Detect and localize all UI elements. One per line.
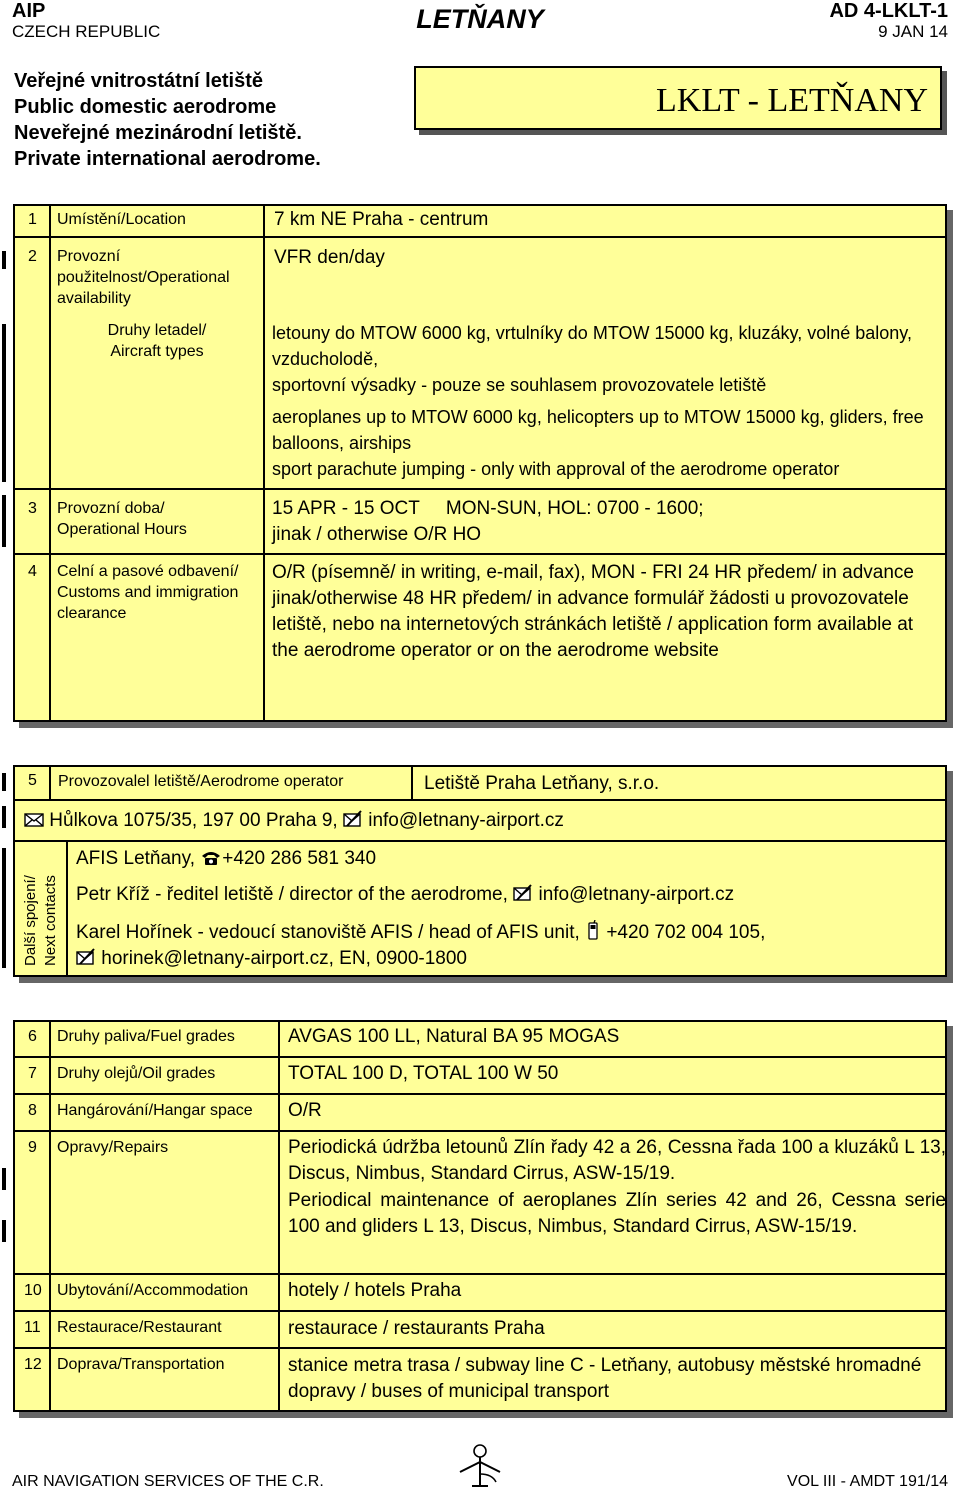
mail-envelope-icon	[24, 812, 44, 828]
divider	[49, 204, 51, 722]
divider	[13, 799, 947, 801]
customs-value: O/R (písemně/ in writing, e-mail, fax), MON - FRI 24 HR předem/ in advance jinak/otherwise 48 HR předem/ in advance formulář žádosti u provozovatele letiště, nebo na internetových stránkách letiště / application form available at the aerodrome operator or on the aerodrome website	[272, 562, 914, 661]
divider	[13, 488, 947, 490]
hangar-value: O/R	[288, 1100, 322, 1121]
aircraft-line: aeroplanes up to MTOW 6000 kg, helicopters up to MTOW 15000 kg, gliders, free balloons, airships	[272, 407, 924, 453]
aip-label: AIP	[12, 0, 46, 22]
address-text: Hůlkova 1075/35, 197 00 Praha 9,	[49, 810, 338, 831]
divider	[13, 553, 947, 555]
email-icon	[76, 948, 96, 966]
doc-id: AD 4-LKLT-1	[829, 0, 948, 22]
operator-label: Provozovalel letiště/Aerodrome operator	[58, 773, 344, 790]
aircraft-types-label: Druhy letadel/ Aircraft types	[107, 322, 207, 360]
row-number: 9	[28, 1139, 37, 1156]
footer-publisher: AIR NAVIGATION SERVICES OF THE C.R.	[12, 1473, 324, 1490]
change-bar	[2, 495, 6, 547]
mobile-phone-icon	[585, 920, 601, 940]
director-text: Petr Kříž - ředitel letiště / director of the aerodrome,	[76, 884, 508, 905]
divider	[13, 1130, 947, 1132]
divider	[49, 765, 51, 799]
row-number: 12	[24, 1356, 42, 1373]
aerodrome-title-box	[414, 66, 942, 130]
aerodrome-title: LKLT - LETŇANY	[656, 82, 928, 119]
afis-phone: +420 286 581 340	[222, 848, 377, 869]
accommodation-label: Ubytování/Accommodation	[57, 1282, 249, 1299]
change-bar	[2, 324, 6, 482]
hours-label: Provozní doba/ Operational Hours	[57, 500, 187, 538]
telephone-icon	[200, 850, 222, 866]
oil-label: Druhy olejů/Oil grades	[57, 1065, 216, 1082]
head-text: Karel Hořínek - vedoucí stanoviště AFIS / head of AFIS unit,	[76, 922, 580, 943]
hours-value-line: 15 APR - 15 OCT MON-SUN, HOL: 0700 - 1600;	[272, 498, 704, 519]
row-number: 10	[24, 1282, 42, 1299]
fuel-label: Druhy paliva/Fuel grades	[57, 1028, 235, 1045]
customs-label: Celní a pasové odbavení/ Customs and immigration clearance	[57, 563, 239, 622]
email-icon	[513, 884, 533, 902]
row-number: 2	[28, 248, 37, 265]
row-number: 5	[28, 772, 37, 789]
email-icon	[343, 810, 363, 828]
hours-value-line: jinak / otherwise O/R HO	[272, 524, 482, 545]
row-number: 7	[28, 1065, 37, 1082]
director-contact	[76, 882, 734, 908]
next-contacts-en: Next contacts	[42, 875, 59, 966]
footer-amendment: VOL III - AMDT 191/14	[787, 1473, 948, 1490]
divider	[13, 1093, 947, 1095]
availability-value: VFR den/day	[274, 247, 385, 268]
oil-value: TOTAL 100 D, TOTAL 100 W 50	[288, 1063, 559, 1084]
status-line: Veřejné vnitrostátní letiště	[14, 70, 263, 92]
divider	[13, 1347, 947, 1349]
aircraft-line: sportovní výsadky - pouze se souhlasem provozovatele letiště	[272, 375, 767, 395]
divider	[13, 1056, 947, 1058]
change-bar	[2, 1220, 6, 1242]
head-contact	[76, 920, 765, 946]
location-value: 7 km NE Praha - centrum	[274, 209, 489, 230]
director-email: info@letnany-airport.cz	[538, 884, 735, 905]
afis-label: AFIS Letňany,	[76, 848, 195, 869]
availability-label: Provozní použitelnost/Operational availability	[57, 248, 230, 307]
row-number: 11	[24, 1319, 41, 1336]
restaurant-label: Restaurace/Restaurant	[57, 1319, 222, 1336]
divider	[411, 765, 413, 799]
status-line: Private international aerodrome.	[14, 148, 321, 170]
divider	[13, 236, 947, 238]
ans-logo-icon	[458, 1442, 502, 1488]
head-phone: +420 702 004 105,	[606, 922, 766, 943]
afis-contact	[76, 846, 376, 872]
country-label: CZECH REPUBLIC	[12, 22, 161, 41]
aerodrome-status	[14, 68, 321, 172]
address-line	[24, 808, 564, 834]
restaurant-value: restaurace / restaurants Praha	[288, 1318, 545, 1339]
row-number: 4	[28, 563, 37, 580]
repairs-value-cz: Periodická údržba letounů Zlín řady 42 a 26, Cessna řada 100 a kluzáků L 13, Discus, Nimbus, Standard Cirrus, ASW-15/19.	[288, 1137, 946, 1184]
next-contacts-cz: Další spojení/	[22, 875, 39, 966]
row-number: 6	[28, 1028, 37, 1045]
divider	[13, 1310, 947, 1312]
header-title: LETŇANY	[416, 4, 544, 34]
row-number: 8	[28, 1102, 37, 1119]
change-bar	[2, 1168, 6, 1190]
aircraft-line: letouny do MTOW 6000 kg, vrtulníky do MTOW 15000 kg, kluzáky, volné balony, vzducholodě,	[272, 323, 912, 369]
change-bar	[2, 773, 6, 791]
fuel-value: AVGAS 100 LL, Natural BA 95 MOGAS	[288, 1026, 620, 1047]
aircraft-line: sport parachute jumping - only with approval of the aerodrome operator	[272, 459, 840, 479]
accommodation-value: hotely / hotels Praha	[288, 1280, 462, 1301]
doc-date: 9 JAN 14	[878, 22, 948, 41]
divider	[278, 1020, 280, 1056]
status-line: Public domestic aerodrome	[14, 96, 277, 118]
operator-email: info@letnany-airport.cz	[368, 810, 564, 831]
row-number: 3	[28, 500, 37, 517]
operator-value: Letiště Praha Letňany, s.r.o.	[424, 773, 660, 794]
change-bar	[2, 848, 6, 968]
divider	[278, 1056, 280, 1412]
status-line: Neveřejné mezinárodní letiště.	[14, 122, 302, 144]
head-email-line	[76, 946, 467, 972]
head-email: horinek@letnany-airport.cz, EN, 0900-1800	[101, 948, 467, 969]
divider	[263, 204, 265, 722]
next-contacts-label	[16, 842, 66, 972]
transportation-label: Doprava/Transportation	[57, 1356, 225, 1373]
transportation-value: stanice metra trasa / subway line C - Letňany, autobusy městské hromadné dopravy / buses of municipal transport	[288, 1355, 922, 1402]
divider	[49, 1020, 51, 1412]
change-bar	[2, 806, 6, 828]
repairs-label: Opravy/Repairs	[57, 1139, 169, 1156]
change-bar	[2, 251, 6, 269]
aircraft-types-value	[272, 320, 942, 482]
location-label: Umístění/Location	[57, 211, 186, 228]
divider	[13, 840, 947, 842]
hangar-label: Hangárování/Hangar space	[57, 1102, 253, 1119]
divider	[66, 840, 68, 977]
row-number: 1	[28, 211, 37, 228]
divider	[13, 1273, 947, 1275]
repairs-value-en: Periodical maintenance of aeroplanes Zlín series 42 and 26, Cessna serie 100 and gliders L 13, Discus, Nimbus, Standard Cirrus, ASW-15/19.	[288, 1190, 946, 1237]
